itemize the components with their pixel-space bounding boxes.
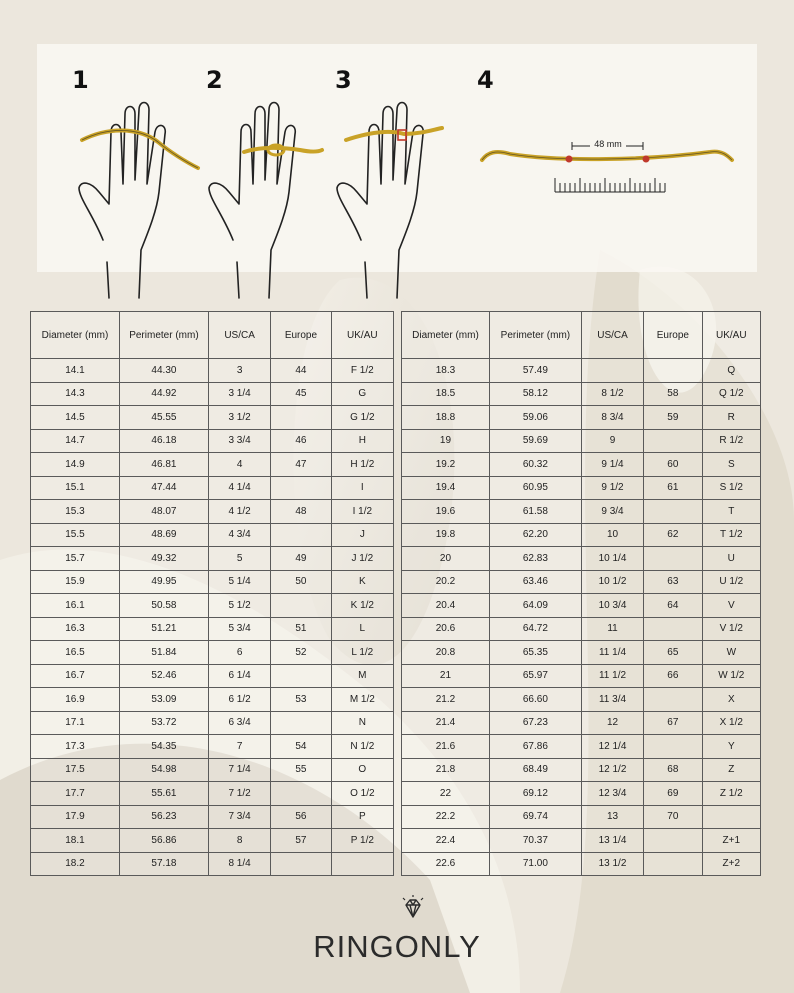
table-cell: 44.92 [119,382,208,406]
table-cell: 3 3/4 [208,429,270,453]
table-cell: 20.2 [402,570,490,594]
table-cell: P 1/2 [331,829,393,853]
table-cell: 6 [208,641,270,665]
table-cell: 5 [208,547,270,571]
table-cell: 49 [271,547,331,571]
table-cell [271,711,331,735]
table-row [31,711,394,735]
table-cell: F 1/2 [331,359,393,383]
table-cell: N [331,711,393,735]
table-cell: 11 [581,617,643,641]
table-cell: 18.8 [402,406,490,430]
table-row [31,547,394,571]
table-cell: 50 [271,570,331,594]
table-row [402,547,761,571]
table-cell: 5 1/2 [208,594,270,618]
table-cell: 4 1/2 [208,500,270,524]
table-cell: 50.58 [119,594,208,618]
table-cell: 14.1 [31,359,120,383]
table-cell [644,852,702,876]
table-cell: Z 1/2 [702,782,760,806]
table-cell: M 1/2 [331,688,393,712]
table-cell: 56 [271,805,331,829]
measurement-label: 48 mm [594,139,622,149]
column-header: Europe [271,312,331,359]
column-header: Perimeter (mm) [119,312,208,359]
table-cell: 63 [644,570,702,594]
table-cell: 59 [644,406,702,430]
table-cell: 6 1/4 [208,664,270,688]
marker-dot-left [566,156,573,163]
table-cell: S 1/2 [702,476,760,500]
table-cell: 71.00 [489,852,581,876]
table-cell: 8 1/4 [208,852,270,876]
table-cell: 65.97 [489,664,581,688]
table-row [402,382,761,406]
table-cell: 19.2 [402,453,490,477]
table-cell: 68.49 [489,758,581,782]
table-cell: 54.98 [119,758,208,782]
table-cell: 20.6 [402,617,490,641]
table-cell: 44 [271,359,331,383]
table-cell [644,735,702,759]
table-cell: 7 1/4 [208,758,270,782]
table-cell: 52 [271,641,331,665]
table-cell: P [331,805,393,829]
table-cell [644,429,702,453]
table-cell: 19 [402,429,490,453]
table-cell [271,594,331,618]
table-cell: 18.1 [31,829,120,853]
table-cell: 17.3 [31,735,120,759]
table-cell: 21.4 [402,711,490,735]
table-row [31,453,394,477]
column-header: Perimeter (mm) [489,312,581,359]
table-cell: U 1/2 [702,570,760,594]
table-cell: 16.5 [31,641,120,665]
table-cell: 3 [208,359,270,383]
table-cell: H 1/2 [331,453,393,477]
table-cell: 48.69 [119,523,208,547]
table-cell [644,547,702,571]
table-cell: Z [702,758,760,782]
table-cell: 54.35 [119,735,208,759]
table-cell: 10 [581,523,643,547]
table-row [31,852,394,876]
table-cell: 45.55 [119,406,208,430]
table-row [402,641,761,665]
table-cell: 51 [271,617,331,641]
table-row [402,805,761,829]
marker-dot-right [643,156,650,163]
table-cell: 62.83 [489,547,581,571]
table-cell: 47.44 [119,476,208,500]
table-cell [271,476,331,500]
table-cell: 7 3/4 [208,805,270,829]
table-row [31,758,394,782]
table-cell: 18.5 [402,382,490,406]
table-cell: 19.4 [402,476,490,500]
table-cell: 9 1/4 [581,453,643,477]
table-cell: 61.58 [489,500,581,524]
table-cell: O 1/2 [331,782,393,806]
table-cell: X 1/2 [702,711,760,735]
table-cell [331,852,393,876]
table-cell: 51.84 [119,641,208,665]
table-cell: 46.81 [119,453,208,477]
table-cell: 60.32 [489,453,581,477]
table-cell: 8 [208,829,270,853]
step-number-1: 1 [72,66,89,94]
table-cell [644,688,702,712]
table-cell: 53 [271,688,331,712]
table-cell: 22.2 [402,805,490,829]
table-cell: 22 [402,782,490,806]
table-cell: 17.7 [31,782,120,806]
string-step1 [82,130,198,168]
table-cell: 57.49 [489,359,581,383]
table-cell: 11 1/4 [581,641,643,665]
table-cell: 13 [581,805,643,829]
table-row [31,476,394,500]
table-row [402,406,761,430]
table-cell: Q 1/2 [702,382,760,406]
ruler-icon [555,178,665,192]
table-cell [644,500,702,524]
table-cell: 15.1 [31,476,120,500]
table-cell: T 1/2 [702,523,760,547]
table-cell: 14.5 [31,406,120,430]
table-cell: R [702,406,760,430]
table-cell: 21.2 [402,688,490,712]
table-cell: S [702,453,760,477]
table-row [402,758,761,782]
column-header: Diameter (mm) [31,312,120,359]
table-cell: 48 [271,500,331,524]
table-cell: 18.3 [402,359,490,383]
table-cell: 16.7 [31,664,120,688]
table-cell: 7 [208,735,270,759]
table-row [31,500,394,524]
table-cell: 17.5 [31,758,120,782]
table-cell: 3 1/4 [208,382,270,406]
table-cell: 56.86 [119,829,208,853]
table-cell: 6 3/4 [208,711,270,735]
table-row [31,641,394,665]
table-cell: 69.74 [489,805,581,829]
table-cell: 57.18 [119,852,208,876]
column-header: Europe [644,312,702,359]
table-cell: 12 1/2 [581,758,643,782]
table-cell: 67.86 [489,735,581,759]
table-row [31,523,394,547]
table-row [31,570,394,594]
table-cell: 4 [208,453,270,477]
table-cell: 69 [644,782,702,806]
table-cell: L [331,617,393,641]
step-number-4: 4 [477,66,494,94]
table-cell: 53.72 [119,711,208,735]
table-row [402,735,761,759]
table-cell: 46.18 [119,429,208,453]
table-cell: 5 1/4 [208,570,270,594]
table-cell: 15.7 [31,547,120,571]
column-header: Diameter (mm) [402,312,490,359]
table-cell: H [331,429,393,453]
table-cell: 58 [644,382,702,406]
table-cell: 3 1/2 [208,406,270,430]
table-cell: U [702,547,760,571]
table-row [31,406,394,430]
table-cell: 16.1 [31,594,120,618]
table-row [31,617,394,641]
table-cell [271,852,331,876]
table-cell [271,782,331,806]
table-cell: W [702,641,760,665]
table-row [402,476,761,500]
table-cell: 54 [271,735,331,759]
table-row [402,852,761,876]
table-cell: K 1/2 [331,594,393,618]
table-row [402,500,761,524]
table-row [402,688,761,712]
table-cell: 67.23 [489,711,581,735]
table-cell: 18.2 [31,852,120,876]
table-cell: 55.61 [119,782,208,806]
table-cell: 12 1/4 [581,735,643,759]
table-cell [581,359,643,383]
table-cell [702,805,760,829]
table-cell: 51.21 [119,617,208,641]
table-row [31,688,394,712]
ring-size-table-right [401,311,761,876]
table-cell: 59.69 [489,429,581,453]
table-cell: 64 [644,594,702,618]
table-cell: K [331,570,393,594]
table-cell: 12 [581,711,643,735]
step-number-2: 2 [206,66,223,94]
table-cell: 55 [271,758,331,782]
column-header: UK/AU [702,312,760,359]
table-cell: 16.9 [31,688,120,712]
table-cell [644,617,702,641]
table-cell: 61 [644,476,702,500]
table-cell: 20 [402,547,490,571]
step-number-3: 3 [335,66,352,94]
table-cell: 11 3/4 [581,688,643,712]
table-cell: 22.6 [402,852,490,876]
table-cell: 22.4 [402,829,490,853]
table-cell: 7 1/2 [208,782,270,806]
table-cell: 68 [644,758,702,782]
table-cell: 47 [271,453,331,477]
table-cell: 21 [402,664,490,688]
table-cell: 8 3/4 [581,406,643,430]
table-row [402,617,761,641]
table-cell: 15.9 [31,570,120,594]
column-header: US/CA [208,312,270,359]
table-cell: 62 [644,523,702,547]
table-cell: O [331,758,393,782]
measuring-illustration [0,0,794,300]
table-cell: 12 3/4 [581,782,643,806]
table-cell: 44.30 [119,359,208,383]
table-cell: 21.8 [402,758,490,782]
table-cell: G [331,382,393,406]
table-cell: 14.3 [31,382,120,406]
table-cell: 20.4 [402,594,490,618]
table-cell: Z+1 [702,829,760,853]
table-cell: W 1/2 [702,664,760,688]
table-cell: 64.09 [489,594,581,618]
table-cell [271,664,331,688]
table-cell: 8 1/2 [581,382,643,406]
table-row [402,711,761,735]
table-cell: 66.60 [489,688,581,712]
table-cell: Y [702,735,760,759]
table-cell: 17.1 [31,711,120,735]
table-cell: R 1/2 [702,429,760,453]
table-cell: 11 1/2 [581,664,643,688]
table-cell: 56.23 [119,805,208,829]
table-cell: 19.6 [402,500,490,524]
table-cell [644,359,702,383]
table-cell: 45 [271,382,331,406]
table-row [402,359,761,383]
table-cell: I [331,476,393,500]
table-cell: V [702,594,760,618]
table-cell: X [702,688,760,712]
table-cell: 67 [644,711,702,735]
table-cell: 52.46 [119,664,208,688]
table-cell: 5 3/4 [208,617,270,641]
table-cell: J 1/2 [331,547,393,571]
table-cell: 13 1/2 [581,852,643,876]
table-cell [271,523,331,547]
table-row [402,523,761,547]
table-cell [644,829,702,853]
table-row [402,829,761,853]
table-cell: 10 1/4 [581,547,643,571]
table-cell: 10 3/4 [581,594,643,618]
table-cell: Z+2 [702,852,760,876]
table-cell: 53.09 [119,688,208,712]
table-row [31,382,394,406]
table-row [31,594,394,618]
table-cell: 65 [644,641,702,665]
table-cell: 64.72 [489,617,581,641]
table-cell: 58.12 [489,382,581,406]
table-cell: 59.06 [489,406,581,430]
table-cell: 9 1/2 [581,476,643,500]
string-step3 [346,128,442,140]
table-cell: 49.95 [119,570,208,594]
table-cell: L 1/2 [331,641,393,665]
table-row [402,429,761,453]
table-cell: G 1/2 [331,406,393,430]
table-row [31,782,394,806]
table-cell: 70 [644,805,702,829]
table-cell: 6 1/2 [208,688,270,712]
table-cell: 14.7 [31,429,120,453]
table-cell: 60 [644,453,702,477]
table-cell: Q [702,359,760,383]
table-cell: 16.3 [31,617,120,641]
table-row [402,453,761,477]
table-cell: J [331,523,393,547]
table-cell: 66 [644,664,702,688]
table-header-row [31,312,394,359]
table-cell: I 1/2 [331,500,393,524]
table-row [31,805,394,829]
table-cell: 69.12 [489,782,581,806]
diamond-icon [398,895,428,925]
table-cell: 46 [271,429,331,453]
brand-name: RINGONLY [313,929,481,964]
table-cell: 20.8 [402,641,490,665]
table-cell: 57 [271,829,331,853]
table-row [31,664,394,688]
table-cell: T [702,500,760,524]
table-cell: V 1/2 [702,617,760,641]
table-row [31,359,394,383]
table-row [31,429,394,453]
table-cell: 13 1/4 [581,829,643,853]
table-cell: 9 [581,429,643,453]
table-cell: 4 3/4 [208,523,270,547]
column-header: UK/AU [331,312,393,359]
table-row [402,664,761,688]
table-cell: 65.35 [489,641,581,665]
table-cell: 15.3 [31,500,120,524]
table-row [402,570,761,594]
table-cell: 9 3/4 [581,500,643,524]
table-cell: 19.8 [402,523,490,547]
table-row [402,782,761,806]
table-header-row [402,312,761,359]
table-cell: 21.6 [402,735,490,759]
table-row [402,594,761,618]
table-cell: 17.9 [31,805,120,829]
table-cell: 70.37 [489,829,581,853]
table-cell: 15.5 [31,523,120,547]
table-cell: 14.9 [31,453,120,477]
ring-size-table-left [30,311,394,876]
table-cell: N 1/2 [331,735,393,759]
brand-logo [0,895,794,965]
table-cell: M [331,664,393,688]
table-cell: 62.20 [489,523,581,547]
table-cell: 49.32 [119,547,208,571]
table-cell: 4 1/4 [208,476,270,500]
table-row [31,735,394,759]
table-cell [271,406,331,430]
table-cell: 48.07 [119,500,208,524]
table-cell: 60.95 [489,476,581,500]
table-cell: 10 1/2 [581,570,643,594]
column-header: US/CA [581,312,643,359]
table-row [31,829,394,853]
table-cell: 63.46 [489,570,581,594]
hand-icon [209,103,295,299]
